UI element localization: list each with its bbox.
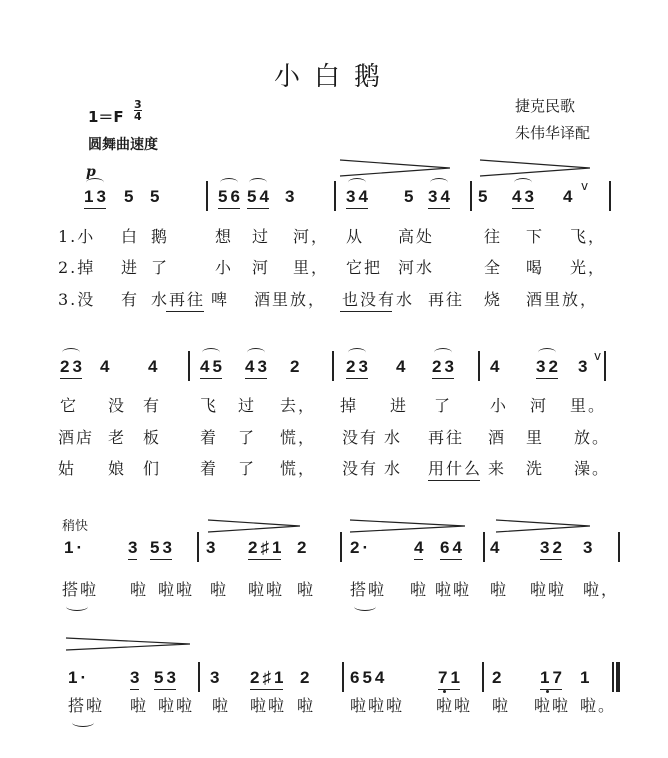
note: 4 [414, 538, 427, 557]
lyric-syllable: 水再往 [151, 290, 206, 309]
note: 2♯1 [250, 668, 287, 687]
note: 3 [210, 668, 223, 687]
breath-mark: v [581, 179, 589, 193]
note: 13 [84, 187, 109, 206]
lyric-syllable: 老 [108, 428, 127, 447]
barline [188, 351, 190, 381]
lyric-syllable: 过 [252, 227, 271, 246]
eighth-note-beam [438, 689, 460, 690]
lyric-syllable: 啦。 [580, 696, 617, 715]
eighth-note-beam [218, 208, 240, 209]
lyric-syllable: 了 [238, 459, 257, 478]
lyric-syllable: 了 [238, 428, 257, 447]
lyric-underline [340, 311, 392, 312]
lyric-syllable: 1.小 [58, 227, 96, 246]
note: 4 [490, 357, 503, 376]
note: 71 [438, 668, 463, 687]
lyric-syllable: 烧 [484, 290, 503, 309]
tempo-marking: 圆舞曲速度 [88, 137, 158, 153]
lyric-syllable: 啦 [210, 580, 229, 599]
note: 43 [512, 187, 537, 206]
lyric-underline [166, 311, 204, 312]
lyric-syllable: 酒 [488, 428, 507, 447]
lyric-syllable: 搭啦 [350, 580, 387, 599]
note: 34 [428, 187, 453, 206]
lyric-syllable: 想 [215, 227, 234, 246]
note: 3 [128, 538, 141, 557]
eighth-note-beam [247, 208, 269, 209]
lyric-syllable: 小 [490, 396, 509, 415]
lyric-syllable: 啦 [492, 696, 511, 715]
lyric-syllable: 有 [121, 290, 140, 309]
note: 5 [124, 187, 137, 206]
lyric-syllable: 啦 [130, 696, 149, 715]
lyric-syllable: 水 [384, 459, 403, 478]
note: 23 [60, 357, 85, 376]
note: 23 [432, 357, 457, 376]
lyric-syllable: 往 [484, 227, 503, 246]
note: 2 [300, 668, 313, 687]
lyric-syllable: 2.掉 [58, 258, 96, 277]
slur-mark [220, 178, 238, 187]
lyric-syllable: 里。 [570, 396, 607, 415]
lyric-syllable: 搭啦 [62, 580, 99, 599]
slur-mark [514, 178, 532, 187]
note: 1 [580, 668, 593, 687]
note: 2♯1 [248, 538, 285, 557]
lyric-syllable: 酒里放， [254, 290, 327, 309]
decrescendo-hairpin [480, 160, 590, 176]
lyric-syllable: 鹅 [151, 227, 170, 246]
note: 3 [285, 187, 298, 206]
barline [609, 181, 611, 211]
lyric-syllable: 啦啦啦 [350, 696, 405, 715]
lyric-syllable: 小 [215, 258, 234, 277]
lyric-syllable: 啦啦 [530, 580, 567, 599]
eighth-note-beam [540, 559, 562, 560]
lyric-syllable: 娘 [108, 459, 127, 478]
note: 23 [346, 357, 371, 376]
note: 32 [540, 538, 565, 557]
barline [206, 181, 208, 211]
lyric-syllable: 澡。 [574, 459, 611, 478]
lyric-syllable: 慌， [280, 459, 317, 478]
eighth-note-beam [346, 208, 368, 209]
lyric-syllable: 也没有水 [342, 290, 415, 309]
note: 2· [350, 538, 372, 557]
lyric-syllable: 酒店 [58, 428, 95, 447]
barline [470, 181, 472, 211]
final-barline-thick [616, 662, 620, 692]
lyric-syllable: 它把 [346, 258, 383, 277]
eighth-note-beam [245, 378, 267, 379]
decrescendo-hairpin [496, 520, 590, 532]
lyric-syllable: 河 [530, 396, 549, 415]
slur-mark [434, 348, 452, 357]
song-title: 小白鹅 [273, 62, 394, 92]
time-numerator: 3 [134, 98, 142, 111]
note: 2 [297, 538, 310, 557]
note: 4 [490, 538, 503, 557]
lyric-syllable: 啦啦 [158, 696, 195, 715]
eighth-note-beam [248, 559, 281, 560]
note: 3 [130, 668, 143, 687]
lyric-syllable: 掉 [340, 396, 359, 415]
decrescendo-hairpin [340, 160, 450, 176]
lyric-syllable: 了 [151, 258, 170, 277]
note: 4 [563, 187, 576, 206]
decrescendo-hairpin [66, 638, 190, 650]
slur-mark [249, 178, 267, 187]
lyric-syllable: 放。 [574, 428, 611, 447]
lyric-syllable: 水 [384, 428, 403, 447]
eighth-note-beam [150, 559, 172, 560]
octave-dot [546, 690, 549, 693]
lyric-syllable: 它 [60, 396, 79, 415]
note: 654 [350, 668, 388, 687]
eighth-note-beam [536, 378, 558, 379]
lyric-syllable: 洗 [526, 459, 545, 478]
lyric-syllable: 有 [143, 396, 162, 415]
note: 5 [478, 187, 491, 206]
tempo-change: 稍快 [62, 519, 89, 534]
lyric-syllable: 里 [526, 428, 545, 447]
lyric-syllable: 啦 [410, 580, 429, 599]
lyric-syllable: 进 [121, 258, 140, 277]
eighth-note-beam [428, 208, 450, 209]
note: 4 [396, 357, 409, 376]
note: 53 [150, 538, 175, 557]
barline [198, 662, 200, 692]
note: 17 [540, 668, 565, 687]
barline [342, 662, 344, 692]
lyric-syllable: 河 [252, 258, 271, 277]
lyric-syllable: 啤 [211, 290, 230, 309]
key-signature: 1＝F [88, 108, 124, 126]
slur-mark [62, 348, 80, 357]
lyric-syllable: 飞， [570, 227, 607, 246]
lyric-syllable: 啦 [490, 580, 509, 599]
time-denominator: 4 [134, 110, 142, 123]
lyric-syllable: 酒里放， [526, 290, 599, 309]
octave-dot [443, 690, 446, 693]
lyric-syllable: 来 [488, 459, 507, 478]
note: 1· [64, 538, 86, 557]
note: 34 [346, 187, 371, 206]
dynamic-marking: p [86, 164, 96, 180]
lyric-syllable: 再往 [428, 290, 465, 309]
note: 4 [100, 357, 113, 376]
lyric-syllable: 光， [570, 258, 607, 277]
barline [340, 532, 342, 562]
lyric-syllable: 姑 [58, 459, 77, 478]
final-barline-thin [612, 662, 614, 692]
lyric-syllable: 再往 [428, 428, 465, 447]
note: 1· [68, 668, 90, 687]
lyric-syllable: 白 [121, 227, 140, 246]
eighth-note-beam [440, 559, 462, 560]
lyric-underline [428, 480, 480, 481]
decrescendo-hairpin [208, 520, 300, 532]
eighth-note-beam [200, 378, 222, 379]
lyric-syllable: 没 [108, 396, 127, 415]
lyric-syllable: 河， [293, 227, 330, 246]
lyric-syllable: 们 [143, 459, 162, 478]
eighth-note-beam [154, 689, 176, 690]
note: 53 [154, 668, 179, 687]
note: 56 [218, 187, 243, 206]
note: 3 [578, 357, 591, 376]
barline [604, 351, 606, 381]
note: 5 [404, 187, 417, 206]
barline [197, 532, 199, 562]
lyric-syllable: 喝 [526, 258, 545, 277]
lyric-syllable: 下 [526, 227, 545, 246]
breath-mark: v [594, 349, 602, 363]
lyric-syllable: 啦啦 [436, 696, 473, 715]
barline [482, 662, 484, 692]
eighth-note-beam [414, 559, 423, 560]
barline [483, 532, 485, 562]
lyric-syllable: 啦啦 [158, 580, 195, 599]
note: 43 [245, 357, 270, 376]
arranger: 朱伟华译配 [515, 124, 591, 142]
barline [618, 532, 620, 562]
lyric-syllable: 板 [143, 428, 162, 447]
note: 2 [492, 668, 505, 687]
lyric-syllable: 啦 [297, 580, 316, 599]
slur-mark [86, 178, 104, 187]
eighth-note-beam [512, 208, 534, 209]
note: 54 [247, 187, 272, 206]
lyric-syllable: 用什么 [428, 459, 483, 478]
song-origin: 捷克民歌 [515, 97, 576, 115]
lyric-syllable: 没有 [342, 428, 379, 447]
lyric-syllable: 啦啦 [534, 696, 571, 715]
note: 32 [536, 357, 561, 376]
lyric-syllable: 了 [434, 396, 453, 415]
lyric-syllable: 啦 [212, 696, 231, 715]
lyric-syllable: 啦啦 [435, 580, 472, 599]
note: 4 [148, 357, 161, 376]
lyric-tie [72, 718, 94, 727]
note: 3 [206, 538, 219, 557]
lyric-syllable: 啦 [297, 696, 316, 715]
barline [478, 351, 480, 381]
decrescendo-hairpin [350, 520, 465, 532]
lyric-syllable: 啦啦 [250, 696, 287, 715]
lyric-syllable: 搭啦 [68, 696, 105, 715]
slur-mark [430, 178, 448, 187]
lyric-syllable: 飞 [200, 396, 219, 415]
note: 3 [583, 538, 596, 557]
lyric-syllable: 河水 [398, 258, 435, 277]
lyric-syllable: 慌， [280, 428, 317, 447]
lyric-tie [354, 602, 376, 611]
barline [332, 351, 334, 381]
slur-mark [348, 178, 366, 187]
eighth-note-beam [250, 689, 283, 690]
lyric-tie [66, 602, 88, 611]
lyric-syllable: 进 [390, 396, 409, 415]
slur-mark [348, 348, 366, 357]
lyric-syllable: 全 [484, 258, 503, 277]
barline [334, 181, 336, 211]
lyric-syllable: 从 [346, 227, 365, 246]
lyric-syllable: 高处 [398, 227, 435, 246]
slur-mark [538, 348, 556, 357]
note: 64 [440, 538, 465, 557]
eighth-note-beam [84, 208, 106, 209]
eighth-note-beam [346, 378, 368, 379]
lyric-syllable: 3.没 [58, 290, 96, 309]
note: 2 [290, 357, 303, 376]
eighth-note-beam [130, 689, 139, 690]
eighth-note-beam [432, 378, 454, 379]
lyric-syllable: 啦 [130, 580, 149, 599]
eighth-note-beam [60, 378, 82, 379]
lyric-syllable: 过 [238, 396, 257, 415]
lyric-syllable: 啦， [583, 580, 620, 599]
lyric-syllable: 去， [280, 396, 317, 415]
slur-mark [247, 348, 265, 357]
slur-mark [202, 348, 220, 357]
lyric-syllable: 没有 [342, 459, 379, 478]
eighth-note-beam [540, 689, 562, 690]
lyric-syllable: 啦啦 [248, 580, 285, 599]
lyric-syllable: 着 [200, 428, 219, 447]
lyric-syllable: 里， [293, 258, 330, 277]
eighth-note-beam [128, 559, 137, 560]
note: 45 [200, 357, 225, 376]
lyric-syllable: 着 [200, 459, 219, 478]
note: 5 [150, 187, 163, 206]
